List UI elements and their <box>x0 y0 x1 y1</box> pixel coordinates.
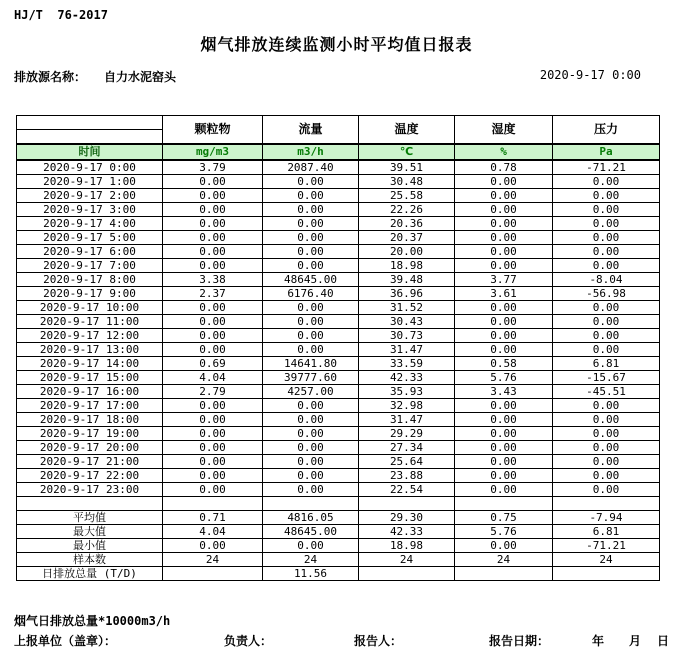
spacer-cell <box>455 497 553 511</box>
value-cell: 3.61 <box>455 287 553 301</box>
value-cell: 0.00 <box>163 175 263 189</box>
table-row <box>17 469 660 483</box>
value-cell: 0.00 <box>263 301 359 315</box>
value-cell: 0.00 <box>263 539 359 553</box>
value-cell: 0.00 <box>553 483 660 497</box>
standard-code: HJ/T 76-2017 <box>14 8 108 22</box>
value-cell: 39.48 <box>359 273 455 287</box>
value-cell: 20.00 <box>359 245 455 259</box>
table-row <box>17 539 660 553</box>
value-cell: 0.00 <box>455 189 553 203</box>
value-cell: 14641.80 <box>263 357 359 371</box>
value-cell: 0.00 <box>455 455 553 469</box>
value-cell: 6.81 <box>553 525 660 539</box>
value-cell: 0.00 <box>163 203 263 217</box>
value-cell: 2087.40 <box>263 160 359 175</box>
time-cell: 2020-9-17 0:00 <box>17 160 163 175</box>
table-row <box>17 329 660 343</box>
source-name-value: 自力水泥窑头 <box>104 70 177 84</box>
header-empty-cell <box>17 130 163 145</box>
time-cell: 2020-9-17 8:00 <box>17 273 163 287</box>
value-cell: 0.00 <box>455 483 553 497</box>
spacer-cell <box>17 497 163 511</box>
time-cell: 2020-9-17 18:00 <box>17 413 163 427</box>
table-header <box>17 116 660 161</box>
spacer-row <box>17 497 660 511</box>
value-cell: 2.37 <box>163 287 263 301</box>
value-cell: -15.67 <box>553 371 660 385</box>
value-cell: 0.00 <box>263 231 359 245</box>
time-cell: 2020-9-17 21:00 <box>17 455 163 469</box>
value-cell: 0.00 <box>163 413 263 427</box>
table-row <box>17 455 660 469</box>
value-cell: 0.00 <box>263 413 359 427</box>
value-cell: 0.00 <box>455 413 553 427</box>
value-cell: 22.26 <box>359 203 455 217</box>
value-cell: 31.52 <box>359 301 455 315</box>
value-cell: 0.00 <box>163 483 263 497</box>
time-cell: 2020-9-17 5:00 <box>17 231 163 245</box>
value-cell: 36.96 <box>359 287 455 301</box>
value-cell: 0.00 <box>163 217 263 231</box>
value-cell: 0.00 <box>163 301 263 315</box>
table-row <box>17 371 660 385</box>
value-cell: 0.00 <box>263 455 359 469</box>
value-cell: 0.00 <box>163 441 263 455</box>
summary-label-cell: 样本数 <box>17 553 163 567</box>
spacer-cell <box>553 497 660 511</box>
unit-humidity: % <box>455 144 553 160</box>
column-header-temperature: 温度 <box>359 116 455 145</box>
value-cell: 0.00 <box>553 217 660 231</box>
time-cell: 2020-9-17 12:00 <box>17 329 163 343</box>
value-cell: 0.00 <box>455 343 553 357</box>
value-cell: 0.00 <box>455 469 553 483</box>
value-cell: 20.37 <box>359 231 455 245</box>
value-cell: 3.43 <box>455 385 553 399</box>
value-cell: 0.78 <box>455 160 553 175</box>
month-label: 月 <box>629 634 642 648</box>
value-cell: 0.00 <box>263 441 359 455</box>
table-row <box>17 175 660 189</box>
summary-rows <box>17 511 660 581</box>
table-row <box>17 567 660 581</box>
value-cell: 0.00 <box>163 245 263 259</box>
value-cell: 39777.60 <box>263 371 359 385</box>
value-cell: 0.00 <box>263 399 359 413</box>
value-cell: 0.00 <box>263 329 359 343</box>
signature-line <box>0 632 673 650</box>
time-cell: 2020-9-17 4:00 <box>17 217 163 231</box>
time-cell: 2020-9-17 17:00 <box>17 399 163 413</box>
table-row <box>17 483 660 497</box>
value-cell: 0.00 <box>553 343 660 357</box>
table-row <box>17 301 660 315</box>
value-cell: 30.73 <box>359 329 455 343</box>
table-row <box>17 287 660 301</box>
value-cell: 0.00 <box>455 301 553 315</box>
time-cell: 2020-9-17 9:00 <box>17 287 163 301</box>
value-cell: 0.00 <box>263 217 359 231</box>
value-cell: 20.36 <box>359 217 455 231</box>
value-cell: 5.76 <box>455 371 553 385</box>
table-row <box>17 189 660 203</box>
time-cell: 2020-9-17 10:00 <box>17 301 163 315</box>
value-cell: 0.00 <box>455 441 553 455</box>
value-cell: 3.79 <box>163 160 263 175</box>
value-cell: 31.47 <box>359 343 455 357</box>
value-cell: 0.00 <box>163 329 263 343</box>
value-cell: 0.00 <box>553 203 660 217</box>
value-cell: -56.98 <box>553 287 660 301</box>
value-cell <box>359 567 455 581</box>
value-cell: 0.00 <box>553 413 660 427</box>
value-cell: 0.00 <box>163 399 263 413</box>
value-cell: 0.00 <box>553 231 660 245</box>
table-row <box>17 357 660 371</box>
value-cell: 0.00 <box>455 427 553 441</box>
table-row <box>17 160 660 175</box>
value-cell: 0.00 <box>263 315 359 329</box>
value-cell: 0.00 <box>163 455 263 469</box>
page-title: 烟气排放连续监测小时平均值日报表 <box>200 35 473 54</box>
year-label: 年 <box>592 634 605 648</box>
value-cell: 0.00 <box>455 539 553 553</box>
table-row <box>17 385 660 399</box>
value-cell: 0.00 <box>163 539 263 553</box>
value-cell: 0.00 <box>553 189 660 203</box>
time-cell: 2020-9-17 11:00 <box>17 315 163 329</box>
unit-temperature: ℃ <box>359 144 455 160</box>
value-cell: 0.00 <box>455 315 553 329</box>
value-cell: 0.71 <box>163 511 263 525</box>
value-cell: -45.51 <box>553 385 660 399</box>
header-empty-cell <box>17 116 163 130</box>
value-cell: 24 <box>163 553 263 567</box>
value-cell: 42.33 <box>359 525 455 539</box>
value-cell: 0.00 <box>163 469 263 483</box>
value-cell: 29.30 <box>359 511 455 525</box>
table-row <box>17 553 660 567</box>
table-row <box>17 245 660 259</box>
table-row <box>17 315 660 329</box>
value-cell: 0.00 <box>263 245 359 259</box>
value-cell: 0.00 <box>263 203 359 217</box>
summary-label-cell: 日排放总量 (T/D) <box>17 567 163 581</box>
time-cell: 2020-9-17 22:00 <box>17 469 163 483</box>
value-cell: 0.00 <box>163 259 263 273</box>
column-header-humidity: 湿度 <box>455 116 553 145</box>
value-cell: 3.77 <box>455 273 553 287</box>
value-cell: 33.59 <box>359 357 455 371</box>
value-cell: 0.00 <box>163 189 263 203</box>
value-cell: 4.04 <box>163 371 263 385</box>
hourly-rows <box>17 160 660 497</box>
value-cell: 4257.00 <box>263 385 359 399</box>
table-row <box>17 399 660 413</box>
reporter-label: 报告人： <box>354 634 403 648</box>
value-cell <box>553 567 660 581</box>
value-cell: 0.00 <box>455 329 553 343</box>
value-cell: 0.00 <box>263 189 359 203</box>
value-cell: 25.58 <box>359 189 455 203</box>
table-row <box>17 203 660 217</box>
summary-label-cell: 最大值 <box>17 525 163 539</box>
value-cell: 0.00 <box>455 175 553 189</box>
value-cell: 0.00 <box>455 203 553 217</box>
table-row <box>17 231 660 245</box>
value-cell: 0.00 <box>553 455 660 469</box>
value-cell: 35.93 <box>359 385 455 399</box>
table-row <box>17 343 660 357</box>
table-row <box>17 427 660 441</box>
time-cell: 2020-9-17 23:00 <box>17 483 163 497</box>
column-header-pressure: 压力 <box>553 116 660 145</box>
value-cell: 18.98 <box>359 259 455 273</box>
value-cell: 0.00 <box>455 245 553 259</box>
table-row <box>17 217 660 231</box>
value-cell: 6.81 <box>553 357 660 371</box>
spacer-cell <box>359 497 455 511</box>
value-cell: 39.51 <box>359 160 455 175</box>
time-cell: 2020-9-17 2:00 <box>17 189 163 203</box>
value-cell: 23.88 <box>359 469 455 483</box>
column-header-particulate: 颗粒物 <box>163 116 263 145</box>
value-cell: 0.00 <box>455 259 553 273</box>
value-cell: 0.58 <box>455 357 553 371</box>
value-cell: 0.00 <box>163 427 263 441</box>
value-cell: 0.75 <box>455 511 553 525</box>
value-cell: 0.00 <box>455 399 553 413</box>
time-cell: 2020-9-17 15:00 <box>17 371 163 385</box>
value-cell: 18.98 <box>359 539 455 553</box>
value-cell: -7.94 <box>553 511 660 525</box>
table-row <box>17 273 660 287</box>
time-cell: 2020-9-17 14:00 <box>17 357 163 371</box>
value-cell: 6176.40 <box>263 287 359 301</box>
value-cell: 31.47 <box>359 413 455 427</box>
summary-label-cell: 平均值 <box>17 511 163 525</box>
responsible-person-label: 负责人： <box>224 634 273 648</box>
value-cell: 0.00 <box>553 399 660 413</box>
value-cell: 0.00 <box>553 259 660 273</box>
value-cell: 0.00 <box>553 315 660 329</box>
value-cell: 0.00 <box>263 469 359 483</box>
value-cell: 24 <box>263 553 359 567</box>
time-cell: 2020-9-17 19:00 <box>17 427 163 441</box>
value-cell: -71.21 <box>553 160 660 175</box>
value-cell: 24 <box>359 553 455 567</box>
value-cell: 3.38 <box>163 273 263 287</box>
value-cell: 30.48 <box>359 175 455 189</box>
value-cell: 0.00 <box>553 245 660 259</box>
value-cell: 0.00 <box>553 329 660 343</box>
total-emission-note: 烟气日排放总量*10000m3/h <box>14 614 171 628</box>
value-cell: 48645.00 <box>263 525 359 539</box>
spacer-body <box>17 497 660 511</box>
column-header-flow: 流量 <box>263 116 359 145</box>
time-cell: 2020-9-17 3:00 <box>17 203 163 217</box>
value-cell: 0.69 <box>163 357 263 371</box>
value-cell: 42.33 <box>359 371 455 385</box>
value-cell: 24 <box>553 553 660 567</box>
source-name-label: 排放源名称： <box>14 70 87 84</box>
hourly-average-table <box>16 115 660 581</box>
value-cell: 0.00 <box>553 427 660 441</box>
value-cell: 0.00 <box>263 259 359 273</box>
report-unit-label: 上报单位（盖章）： <box>14 634 117 648</box>
spacer-cell <box>263 497 359 511</box>
value-cell: 0.00 <box>163 231 263 245</box>
header-row-top <box>17 116 660 130</box>
value-cell: 27.34 <box>359 441 455 455</box>
time-cell: 2020-9-17 16:00 <box>17 385 163 399</box>
value-cell: 22.54 <box>359 483 455 497</box>
value-cell: 0.00 <box>263 343 359 357</box>
value-cell: 24 <box>455 553 553 567</box>
value-cell: 0.00 <box>553 469 660 483</box>
table-row <box>17 413 660 427</box>
value-cell: 2.79 <box>163 385 263 399</box>
value-cell: 0.00 <box>455 231 553 245</box>
value-cell: 48645.00 <box>263 273 359 287</box>
time-cell: 2020-9-17 7:00 <box>17 259 163 273</box>
time-cell: 2020-9-17 13:00 <box>17 343 163 357</box>
report-datetime: 2020-9-17 0:00 <box>539 68 641 82</box>
time-cell: 2020-9-17 1:00 <box>17 175 163 189</box>
value-cell: 0.00 <box>553 175 660 189</box>
value-cell: 29.29 <box>359 427 455 441</box>
value-cell: 0.00 <box>263 175 359 189</box>
value-cell: 0.00 <box>263 483 359 497</box>
value-cell: 0.00 <box>553 441 660 455</box>
time-cell: 2020-9-17 20:00 <box>17 441 163 455</box>
unit-particulate: mg/m3 <box>163 144 263 160</box>
table-row <box>17 259 660 273</box>
table-row <box>17 441 660 455</box>
day-label: 日 <box>657 634 670 648</box>
summary-label-cell: 最小值 <box>17 539 163 553</box>
value-cell: 0.00 <box>455 217 553 231</box>
time-cell: 2020-9-17 6:00 <box>17 245 163 259</box>
value-cell: 0.00 <box>163 343 263 357</box>
value-cell: 0.00 <box>263 427 359 441</box>
value-cell: -8.04 <box>553 273 660 287</box>
value-cell <box>163 567 263 581</box>
value-cell: 0.00 <box>553 301 660 315</box>
value-cell: 25.64 <box>359 455 455 469</box>
unit-flow: m3/h <box>263 144 359 160</box>
value-cell: 4816.05 <box>263 511 359 525</box>
spacer-cell <box>163 497 263 511</box>
value-cell: 32.98 <box>359 399 455 413</box>
report-date-label: 报告日期： <box>489 634 550 648</box>
value-cell <box>455 567 553 581</box>
value-cell: 0.00 <box>163 315 263 329</box>
table-row <box>17 511 660 525</box>
unit-row <box>17 144 660 160</box>
value-cell: 5.76 <box>455 525 553 539</box>
value-cell: -71.21 <box>553 539 660 553</box>
unit-pressure: Pa <box>553 144 660 160</box>
time-column-header: 时间 <box>17 144 163 160</box>
meta-row <box>14 68 659 85</box>
value-cell: 30.43 <box>359 315 455 329</box>
table-row <box>17 525 660 539</box>
value-cell: 11.56 <box>263 567 359 581</box>
value-cell: 4.04 <box>163 525 263 539</box>
